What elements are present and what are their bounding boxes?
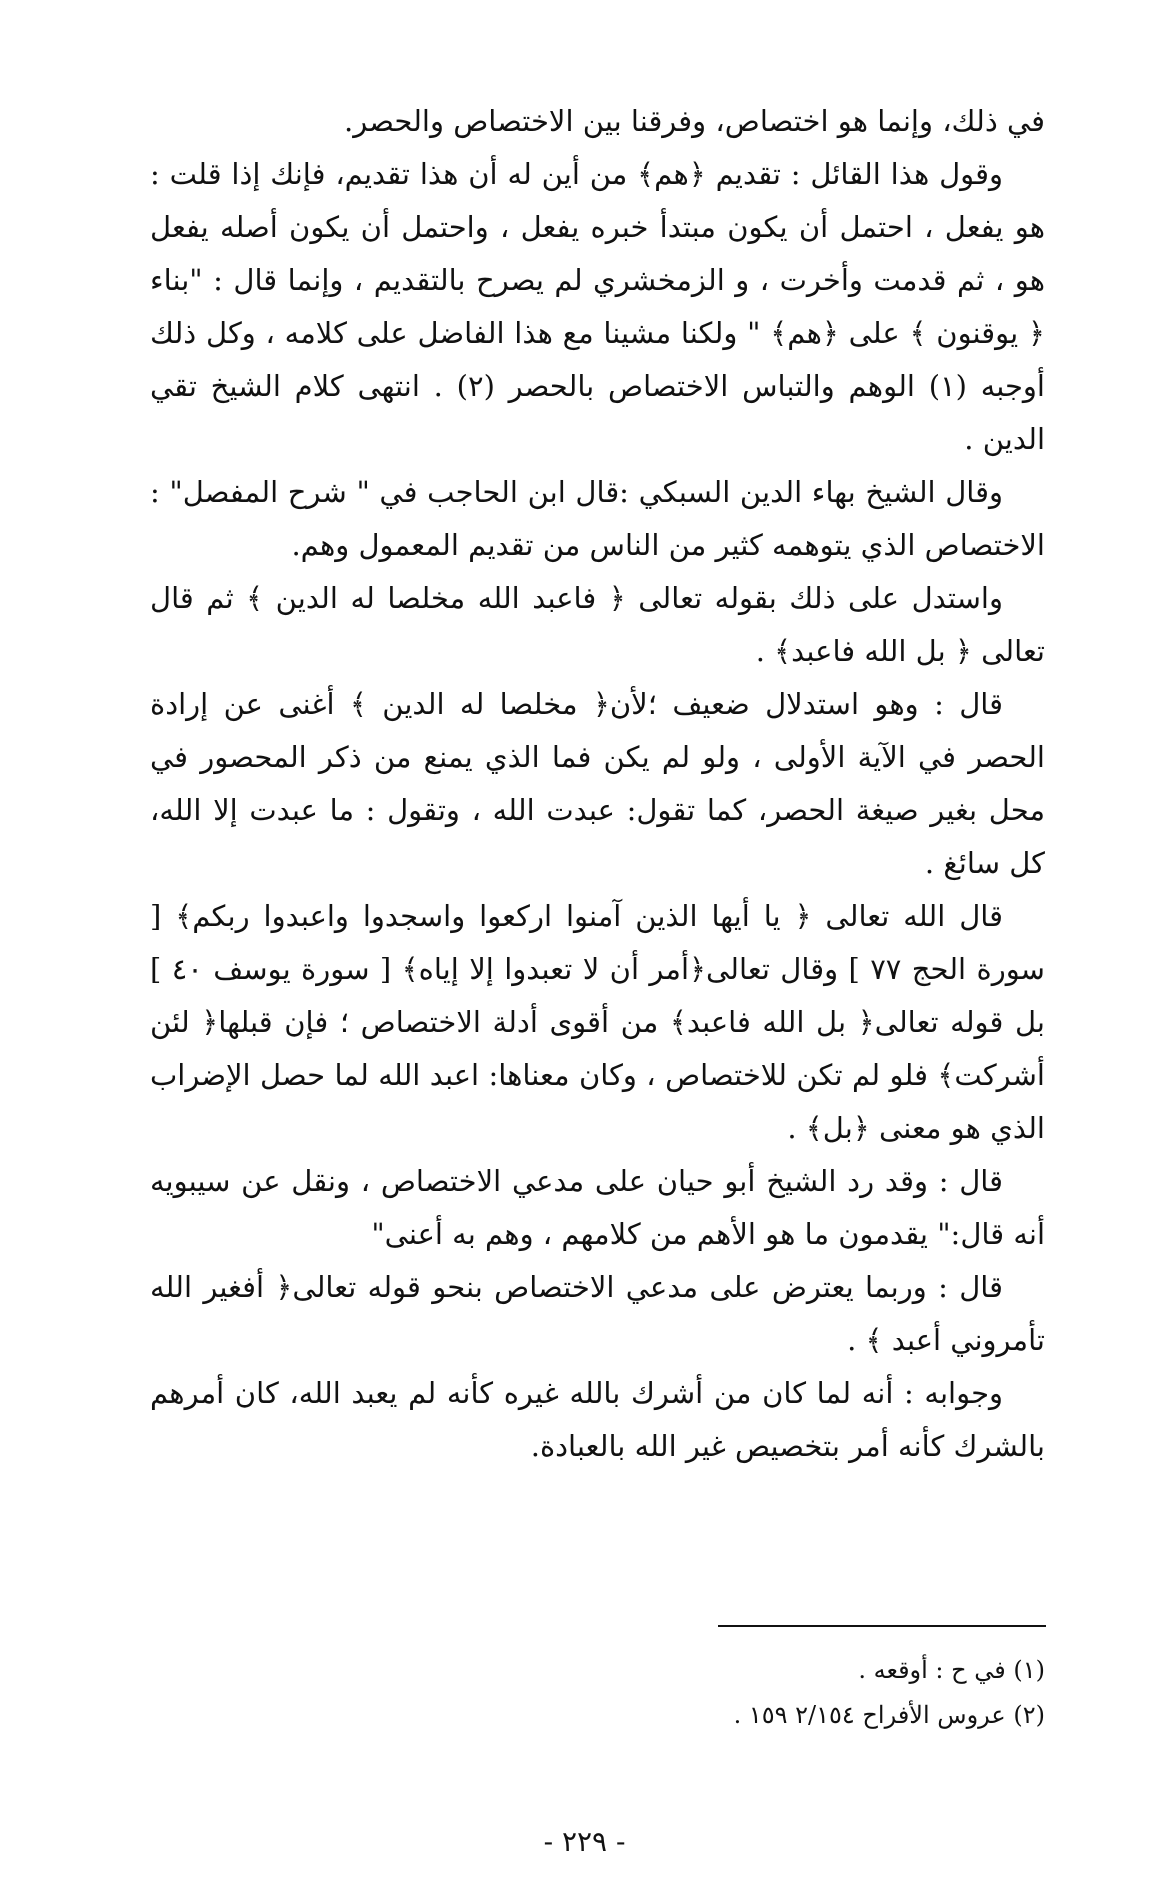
paragraph-6: قال الله تعالى ﴿ يا أيها الذين آمنوا اركعوا واسجدوا واعبدوا ربكم﴾ [ سورة الحج ٧٧ ] وقال تعالى﴿أمر أن لا تعبدوا إلا إياه﴾ [ سورة يوسف ٤٠ ] بل قوله تعالى﴿ بل الله فاعبد﴾ من أقوى أدلة الاختصاص ؛ فإن قبلها﴿ لئن أشركت﴾ فلو لم تكن للاختصاص ، وكان معناها: اعبد الله لما حصل الإضراب الذي هو معنى ﴿بل﴾ . <box>150 899 1045 1145</box>
footnote-1: (١) في ح : أوقعه . <box>858 1656 1045 1684</box>
paragraph-8: قال : وربما يعترض على مدعي الاختصاص بنحو قوله تعالى﴿ أفغير الله تأمروني أعبد ﴾ . <box>150 1270 1045 1357</box>
paragraph-3: وقال الشيخ بهاء الدين السبكي :قال ابن الحاجب في " شرح المفصل" : الاختصاص الذي يتوهمه كثير من الناس من تقديم المعمول وهم. <box>150 475 1045 562</box>
paragraph-1: في ذلك، وإنما هو اختصاص، وفرقنا بين الاختصاص والحصر. <box>344 104 1045 138</box>
paragraph-4: واستدل على ذلك بقوله تعالى ﴿ فاعبد الله مخلصا له الدين ﴾ ثم قال تعالى ﴿ بل الله فاعبد﴾ . <box>150 581 1045 668</box>
paragraph-2: وقول هذا القائل : تقديم ﴿هم﴾ من أين له أن هذا تقديم، فإنك إذا قلت : هو يفعل ، احتمل أن يكون مبتدأ خبره يفعل ، واحتمل أن يكون أصله يفعل هو ، ثم قدمت وأخرت ، و الزمخشري لم يصرح بالتقديم ، وإنما قال : "بناء ﴿ يوقنون ﴾ على ﴿هم﴾ " ولكنا مشينا مع هذا الفاضل على كلامه ، وكل ذلك أوجبه (١) الوهم والتباس الاختصاص بالحصر (٢) . انتهى كلام الشيخ تقي الدين . <box>150 157 1045 456</box>
paragraph-9: وجوابه : أنه لما كان من أشرك بالله غيره كأنه لم يعبد الله، كان أمرهم بالشرك كأنه أمر بتخصيص غير الله بالعبادة. <box>150 1376 1045 1463</box>
main-text <box>150 95 1045 1473</box>
paragraph-5: قال : وهو استدلال ضعيف ؛لأن﴿ مخلصا له الدين ﴾ أغنى عن إرادة الحصر في الآية الأولى ، ولو لم يكن فما الذي يمنع من ذكر المحصور في محل بغير صيغة الحصر، كما تقول: عبدت الله ، وتقول : ما عبدت إلا الله، كل سائغ . <box>150 687 1045 880</box>
paragraph-7: قال : وقد رد الشيخ أبو حيان على مدعي الاختصاص ، ونقل عن سيبويه أنه قال:" يقدمون ما هو الأهم من كلامهم ، وهم به أعنى" <box>150 1164 1045 1251</box>
page-number: - ٢٢٩ - <box>543 1825 626 1858</box>
footnote-2: (٢) عروس الأفراح ٢/١٥٤ ١٥٩ . <box>733 1701 1045 1729</box>
footnotes <box>150 1648 1045 1738</box>
footnote-divider <box>718 1625 1046 1627</box>
